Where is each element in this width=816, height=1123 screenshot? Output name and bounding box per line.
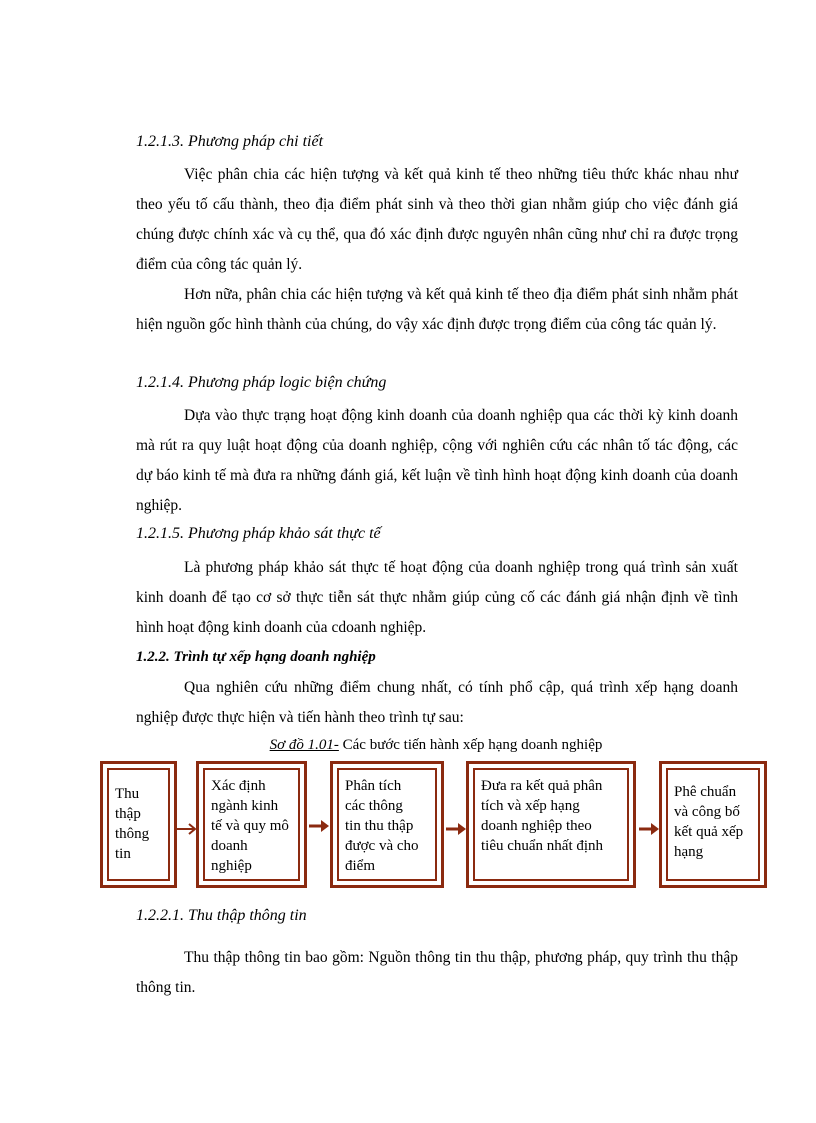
flow-step-approve xyxy=(659,761,767,888)
diagram-caption-label: Sơ đồ 1.01- xyxy=(269,737,339,753)
flow-step-line: điểm xyxy=(345,858,375,874)
flow-step-line: được và cho xyxy=(345,838,419,854)
paragraph-detailed-method-2: Hơn nữa, phân chia các hiện tượng và kết quả kinh tế theo địa điểm phát sinh nhằm phát hiện nguồn gốc hình thành của chúng, do vậy xác định được trọng điểm của công tác quản lý. xyxy=(136,286,738,333)
flow-step-line: và công bố xyxy=(674,804,740,820)
flow-step-line: ngành kinh xyxy=(211,798,279,814)
paragraph-collect-info: Thu thập thông tin bao gồm: Nguồn thông tin thu thập, phương pháp, quy trình thu thập thông tin. xyxy=(136,949,738,996)
flow-step-classify xyxy=(196,761,307,888)
flow-arrow-2-icon xyxy=(309,820,329,832)
flow-step-collect-info xyxy=(100,761,177,888)
heading-1-2-2: 1.2.2. Trình tự xếp hạng doanh nghiệp xyxy=(136,649,376,665)
heading-1-2-2-1: 1.2.2.1. Thu thập thông tin xyxy=(136,907,307,924)
paragraph-dialectic-method: Dựa vào thực trạng hoạt động kinh doanh của doanh nghiệp qua các thời kỳ kinh doanh mà rút ra quy luật hoạt động của doanh nghiệp, cộng với nghiên cứu các nhân tố tác động, các dự báo kinh tế mà đưa ra những đánh giá, kết luận về tình hình hoạt động kinh doanh của doanh nghiệp. xyxy=(136,407,738,514)
flow-step-line: Đưa ra kết quả phân xyxy=(481,778,603,794)
diagram-caption-text: Các bước tiến hành xếp hạng doanh nghiệp xyxy=(338,737,603,753)
heading-1-2-1-3: 1.2.1.3. Phương pháp chi tiết xyxy=(136,133,324,150)
flow-step-line: tích và xếp hạng xyxy=(481,798,580,814)
flow-step-line: nghiệp xyxy=(211,858,252,874)
flow-step-line: hạng xyxy=(674,844,704,860)
flow-step-line: doanh xyxy=(211,838,248,854)
flow-step-line: tế và quy mô xyxy=(211,818,289,834)
flow-arrow-1-icon xyxy=(177,823,197,835)
flow-step-line: Phê chuẩn xyxy=(674,784,737,800)
flow-step-analyze xyxy=(330,761,444,888)
flow-arrow-3-icon xyxy=(446,823,466,835)
paragraph-detailed-method-1: Việc phân chia các hiện tượng và kết quả kinh tế theo những tiêu thức khác nhau như theo yếu tố cấu thành, theo địa điểm phát sinh và theo thời gian nhằm giúp cho việc đánh giá chúng được chính xác và cụ thể, qua đó xác định được nguyên nhân cũng như chỉ ra được trọng điểm của công tác quản lý. xyxy=(136,166,738,273)
flow-arrow-4-icon xyxy=(639,823,659,835)
flow-step-rank xyxy=(466,761,636,888)
flow-step-line: kết quả xếp xyxy=(674,824,744,840)
flow-step-line: thông xyxy=(115,826,150,842)
heading-1-2-1-5: 1.2.1.5. Phương pháp khảo sát thực tế xyxy=(136,525,381,542)
paragraph-survey-method: Là phương pháp khảo sát thực tế hoạt động của doanh nghiệp trong quá trình sản xuất kinh doanh để tạo cơ sở thực tiễn sát thực nhằm giúp củng cố các đánh giá nhận định về tình hình hoạt động kinh doanh của cdoanh nghiệp. xyxy=(136,559,738,636)
flow-step-line: thập xyxy=(115,806,141,822)
flow-step-line: tiêu chuẩn nhất định xyxy=(481,838,604,854)
paragraph-ranking-sequence: Qua nghiên cứu những điểm chung nhất, có tính phổ cập, quá trình xếp hạng doanh nghiệp được thực hiện và tiến hành theo trình tự sau: xyxy=(136,679,738,726)
flow-step-line: các thông xyxy=(345,798,403,814)
flow-step-line: Phân tích xyxy=(345,778,402,794)
flow-step-line: tin xyxy=(115,846,131,862)
heading-1-2-1-4: 1.2.1.4. Phương pháp logic biện chứng xyxy=(136,374,387,391)
flow-step-line: tin thu thập xyxy=(345,818,414,834)
diagram-caption xyxy=(100,737,772,754)
flow-step-line: Xác định xyxy=(211,778,266,794)
flow-step-line: Thu xyxy=(115,786,140,802)
flow-step-line: doanh nghiệp theo xyxy=(481,818,592,834)
